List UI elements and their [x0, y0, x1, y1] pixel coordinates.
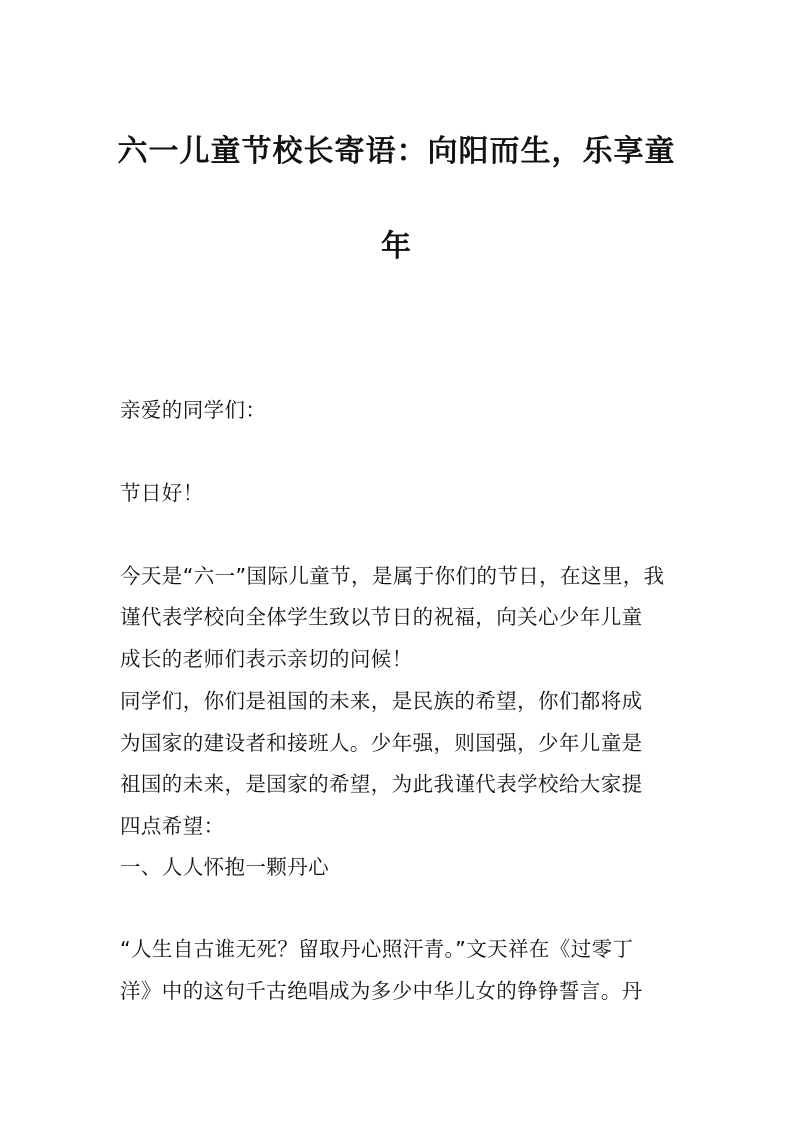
paragraph-line: 洋》中的这句千古绝唱成为多少中华儿女的铮铮誓言。丹 [120, 979, 643, 1003]
section-heading: 一、人人怀抱一颗丹心 [120, 855, 329, 879]
greeting: 亲爱的同学们： [120, 398, 267, 422]
paragraph-line: 祖国的未来，是国家的希望，为此我谨代表学校给大家提 [120, 772, 643, 796]
paragraph-line: 成长的老师们表示亲切的问候！ [120, 647, 413, 671]
paragraph-line: 为国家的建设者和接班人。少年强，则国强，少年儿童是 [120, 731, 643, 755]
document-title-continued: 年 [381, 229, 412, 264]
paragraph-line: 四点希望： [120, 814, 225, 838]
holiday-greeting: 节日好！ [120, 481, 204, 505]
paragraph-line: 同学们，你们是祖国的未来，是民族的希望，你们都将成 [120, 689, 643, 713]
paragraph-line: 今天是“六一”国际儿童节，是属于你们的节日，在这里，我 [120, 564, 665, 588]
paragraph-line: 谨代表学校向全体学生致以节日的祝福，向关心少年儿童 [120, 605, 643, 629]
paragraph-line: “人生自古谁无死？留取丹心照汗青。”文天祥在《过零丁 [120, 937, 634, 961]
document-title: 六一儿童节校长寄语：向阳而生，乐享童 [117, 134, 676, 169]
